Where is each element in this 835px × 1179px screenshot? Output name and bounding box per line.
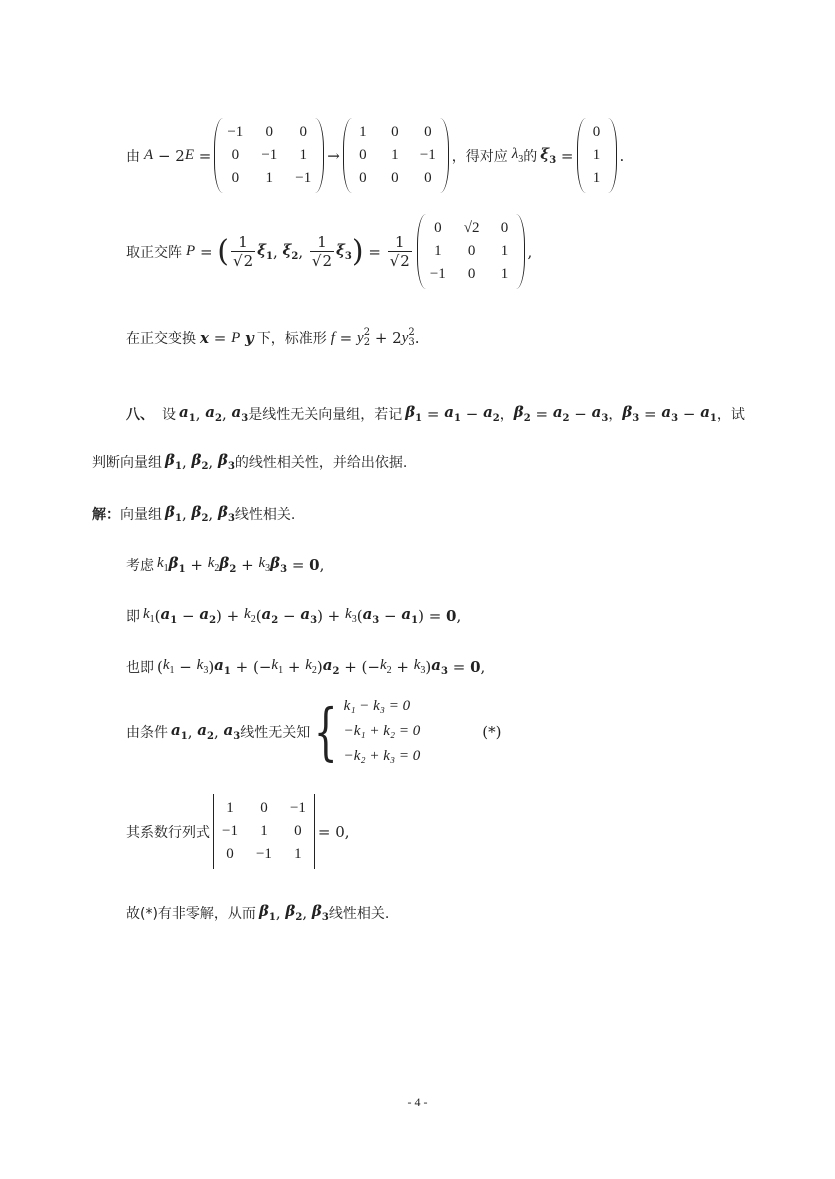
vector-xi3-cell: 1 — [592, 147, 601, 163]
vector-xi3 — [577, 118, 617, 193]
eq-line-a-minus-2e: 由 A − 2 E = −1 0 0 0 −1 1 0 1 −1 → 1 0 0 0 1 −1 0 0 0 ，得对应 $\lambda_3$ 的 $\xi_3$ = 0 1 1 . — [126, 118, 624, 193]
det-cell: 1 — [260, 823, 268, 839]
det-cell: −1 — [222, 823, 238, 839]
solution-determinant: 其系数行列式 1 0 −1 −1 1 0 0 −1 1 = 0, — [126, 794, 350, 869]
matrix-rref-cell: 0 — [424, 124, 432, 140]
det-cell: 0 — [294, 823, 302, 839]
text-you: 由 — [126, 148, 140, 165]
matrix-P-cell: 0 — [500, 220, 509, 236]
vector-xi3-cell: 0 — [592, 124, 601, 140]
matrix-A2E-cell: 0 — [231, 147, 240, 163]
solution-consider: 考虑 $k_1$ $\beta_1$ + $k_2$ $\beta_2$ + $k_3$ $\beta_3$ = 0 , — [126, 554, 325, 575]
matrix-rref-cell: 0 — [391, 124, 399, 140]
matrix-rref-cell: 0 — [424, 170, 432, 186]
left-brace: { — [314, 694, 338, 768]
eq-line-orthogonal-p: 取正交阵 P = ( $\frac{1}{√2}$ $\xi_1$ , $\xi_2$ , $\frac{1}{√2}$ $\xi_3$ ) = $\frac{1}{√2}$ 0 √2 0 1 0 1 −1 0 1 , — [126, 214, 532, 289]
matrix-A2E-cell: −1 — [295, 170, 312, 186]
det-cell: 1 — [294, 846, 302, 862]
question-8-line2: 判断向量组 $\beta_1$ , $\beta_2$ , $\beta_3$ 的线性相关性，并给出依据. — [92, 451, 408, 472]
linear-system: k₁ − k₃ = 0 −k₁ + k₂ = 0 −k₂ + k₃ = 0 — [343, 698, 421, 764]
det-cell: 1 — [226, 800, 234, 816]
matrix-A2E-cell: 0 — [231, 170, 240, 186]
matrix-P-cell: −1 — [429, 266, 446, 282]
matrix-P-cell: 1 — [434, 243, 442, 259]
matrix-P-cell: 0 — [467, 243, 476, 259]
matrix-P-cell: 0 — [434, 220, 442, 236]
matrix-P-cell: 0 — [467, 266, 476, 282]
solution-line1: 解： 向量组 $\beta_1$ , $\beta_2$ , $\beta_3$ 线性相关. — [92, 503, 296, 524]
matrix-rref-cell: 0 — [359, 147, 367, 163]
page-number: - 4 - — [407, 1095, 428, 1109]
solution-ie: 即 $k_1$ ( $a_1$ − $a_2$ ) + $k_2$ ( $a_2$ − $a_3$ ) + $k_3$ ( $a_3$ − $a_1$ ) = 0 , — [126, 605, 462, 626]
matrix-A2E-cell: 0 — [299, 124, 308, 140]
matrix-rref-cell: −1 — [419, 147, 436, 163]
det-cell: −1 — [255, 846, 272, 862]
eq-line-standard-form: 在正交变换 x = P y 下，标准形 f = y 2 2 + 2 y 2 3 . — [126, 327, 420, 348]
matrix-A2E-cell: 1 — [265, 170, 274, 186]
coefficient-determinant — [213, 794, 315, 869]
solution-condition: 由条件 $a_1$ , $a_2$ , $a_3$ 线性无关知 { k₁ − k₃ = 0 −k₁ + k₂ = 0 −k₂ + k₃ = 0 (*) — [126, 694, 502, 768]
matrix-rref-cell: 1 — [359, 124, 367, 140]
matrix-rref-cell: 0 — [359, 170, 367, 186]
det-cell: 0 — [226, 846, 234, 862]
solution-also-ie: 也即 ( $k_1$ − $k_3$ ) $a_1$ + (− $k_1$ + $k_2$ ) $a_2$ + (− $k_2$ + $k_3$ ) $a_3$ = 0 , — [126, 656, 486, 677]
matrix-rref-cell: 1 — [391, 147, 399, 163]
matrix-rref — [343, 118, 449, 193]
matrix-P-cell: 1 — [500, 266, 509, 282]
det-cell: −1 — [289, 800, 306, 816]
det-cell: 0 — [260, 800, 268, 816]
vector-xi3-cell: 1 — [592, 170, 601, 186]
matrix-A2E-cell: −1 — [227, 124, 244, 140]
solution-label: 解： — [92, 506, 120, 523]
matrix-P-cell: 1 — [500, 243, 509, 259]
matrix-A2E-cell: 1 — [299, 147, 308, 163]
matrix-a-minus-2e — [214, 118, 324, 193]
matrix-A2E-cell: −1 — [261, 147, 278, 163]
matrix-rref-cell: 0 — [391, 170, 399, 186]
question-8-line1: 八、 设 $a_1$ , $a_2$ , $a_3$ 是线性无关向量组，若记 $\beta_1$ = $a_1$ − $a_2$ ， $\beta_2$ = $a_2$ − $a_3$ ， $\beta_3$ = $a_3$ − $a_1$ ，试 — [126, 403, 745, 424]
matrix-p — [417, 214, 525, 289]
question-number: 八、 — [126, 406, 154, 423]
matrix-P-cell: √2 — [463, 220, 480, 236]
solution-conclusion: 故(*)有非零解，从而 $\beta_1$ , $\beta_2$ , $\beta_3$ 线性相关. — [126, 902, 390, 923]
equation-tag: (*) — [482, 722, 502, 741]
matrix-A2E-cell: 0 — [265, 124, 274, 140]
